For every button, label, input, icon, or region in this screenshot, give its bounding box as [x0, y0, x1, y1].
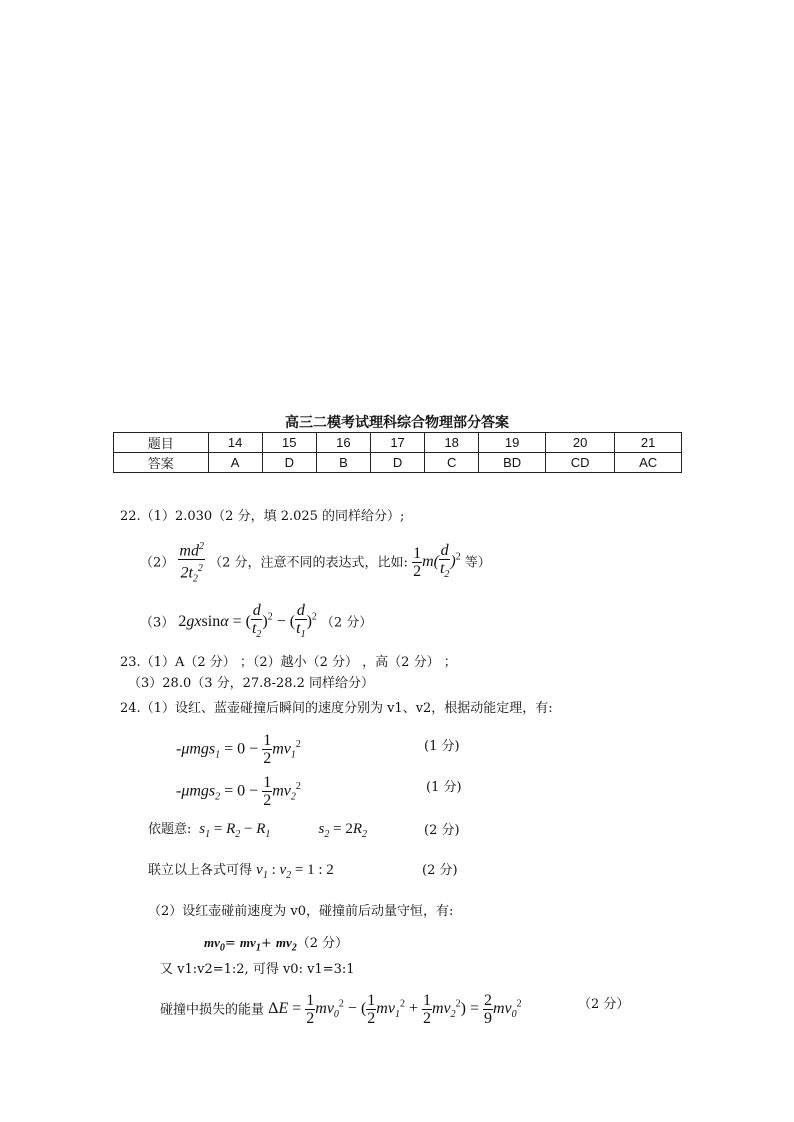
q22-formula-c: 2gxsinα = ( $\frac{d}{t_2}$ )$^2$ − ( $\frac{d}{t_1}$ )$^2$ — [178, 613, 320, 630]
q22-part3 — [140, 598, 372, 643]
q24-energy: 碰撞中损失的能量 ΔE = $\frac{1}{2}$ $mv_0^2$ − ( $\frac{1}{2}$ $mv_1^2$ + $\frac{1}{2}$ $mv_2^2$) = $\frac{2}{9}$ $mv_0^2$ — [160, 992, 522, 1028]
table-cell: AC — [615, 453, 682, 473]
q22-formula-a: $\frac{md^2}{2t_2^2}$ — [178, 538, 205, 588]
q22-part1: 22.（1）2.030（2 分，填 2.025 的同样给分）; — [120, 509, 405, 524]
q22-part2-note: （2 分，注意不同的表达式，比如: — [209, 555, 408, 571]
q24-momentum: $mv_0= mv_1+ mv_2(2$ 分） — [204, 935, 349, 954]
q24-momentum-score: （2 分） — [296, 936, 349, 951]
table-cell: CD — [545, 453, 614, 473]
q24-score1: (1 分) — [424, 739, 460, 754]
q24-score3: (2 分) — [424, 823, 460, 838]
table-row-answers — [114, 453, 682, 473]
q22-part2-tail: 等） — [464, 555, 491, 571]
table-cell: 18 — [425, 433, 479, 453]
table-cell: B — [316, 453, 370, 473]
q24-condition-label: 依题意: — [148, 822, 192, 837]
table-cell: A — [208, 453, 262, 473]
q22-formula-b: $\frac{1}{2}$ m( $\frac{d}{t_2}$ )$^2$ — [412, 553, 465, 570]
table-cell: D — [370, 453, 424, 473]
table-cell: 15 — [262, 433, 316, 453]
page-title: 高三二模考试理科综合物理部分答案 — [285, 415, 509, 431]
q24-score4: (2 分) — [422, 863, 458, 878]
q24-score2: (1 分) — [426, 780, 462, 795]
table-cell: 20 — [545, 433, 614, 453]
table-row-questions — [114, 433, 682, 453]
q23-line2: （3）28.0（3 分，27.8-28.2 同样给分） — [128, 676, 375, 691]
q24-condition: 依题意: $s_1 = R_2 - R_1$ $s_2 = 2R_2$ — [148, 821, 368, 840]
q22-part2-prefix: （2） — [140, 555, 175, 571]
table-cell: 16 — [316, 433, 370, 453]
q24-score5: （2 分） — [578, 997, 630, 1012]
q22-part3-score: （2 分） — [320, 615, 373, 631]
q24-ratio: 又 v1:v2=1:2, 可得 v0: v1=3:1 — [160, 962, 355, 977]
q22-part2 — [140, 538, 491, 588]
q23-line1: 23.（1）A（2 分） ；（2）越小（2 分） ，高（2 分） ； — [120, 655, 457, 670]
answer-table — [113, 432, 682, 473]
q22-part3-prefix: （3） — [140, 615, 175, 631]
table-cell: 21 — [615, 433, 682, 453]
table-cell: BD — [479, 453, 546, 473]
q24-part2-intro: （2）设红壶碰前速度为 v0，碰撞前后动量守恒，有: — [148, 904, 454, 919]
q24-eq2: -μmgs$_2$ = 0 − $\frac{1}{2}$ $mv_2^2$ — [176, 774, 301, 810]
table-cell: 14 — [208, 433, 262, 453]
table-cell: 题目 — [114, 433, 209, 453]
q24-intro: 24.（1）设红、蓝壶碰撞后瞬间的速度分别为 v1、v2，根据动能定理，有: — [120, 701, 553, 716]
table-cell: 17 — [370, 433, 424, 453]
table-cell: 答案 — [114, 453, 209, 473]
table-cell: D — [262, 453, 316, 473]
q24-energy-label: 碰撞中损失的能量 — [160, 1002, 265, 1018]
q24-eq1: -μmgs$_1$ = 0 − $\frac{1}{2}$ $mv_1^2$ — [176, 732, 301, 768]
q24-combine-label: 联立以上各式可得 — [148, 863, 253, 878]
table-cell: C — [425, 453, 479, 473]
q24-combine: 联立以上各式可得 $v_1$ : $v_2 = 1$ : 2 — [148, 862, 334, 881]
table-cell: 19 — [479, 433, 546, 453]
